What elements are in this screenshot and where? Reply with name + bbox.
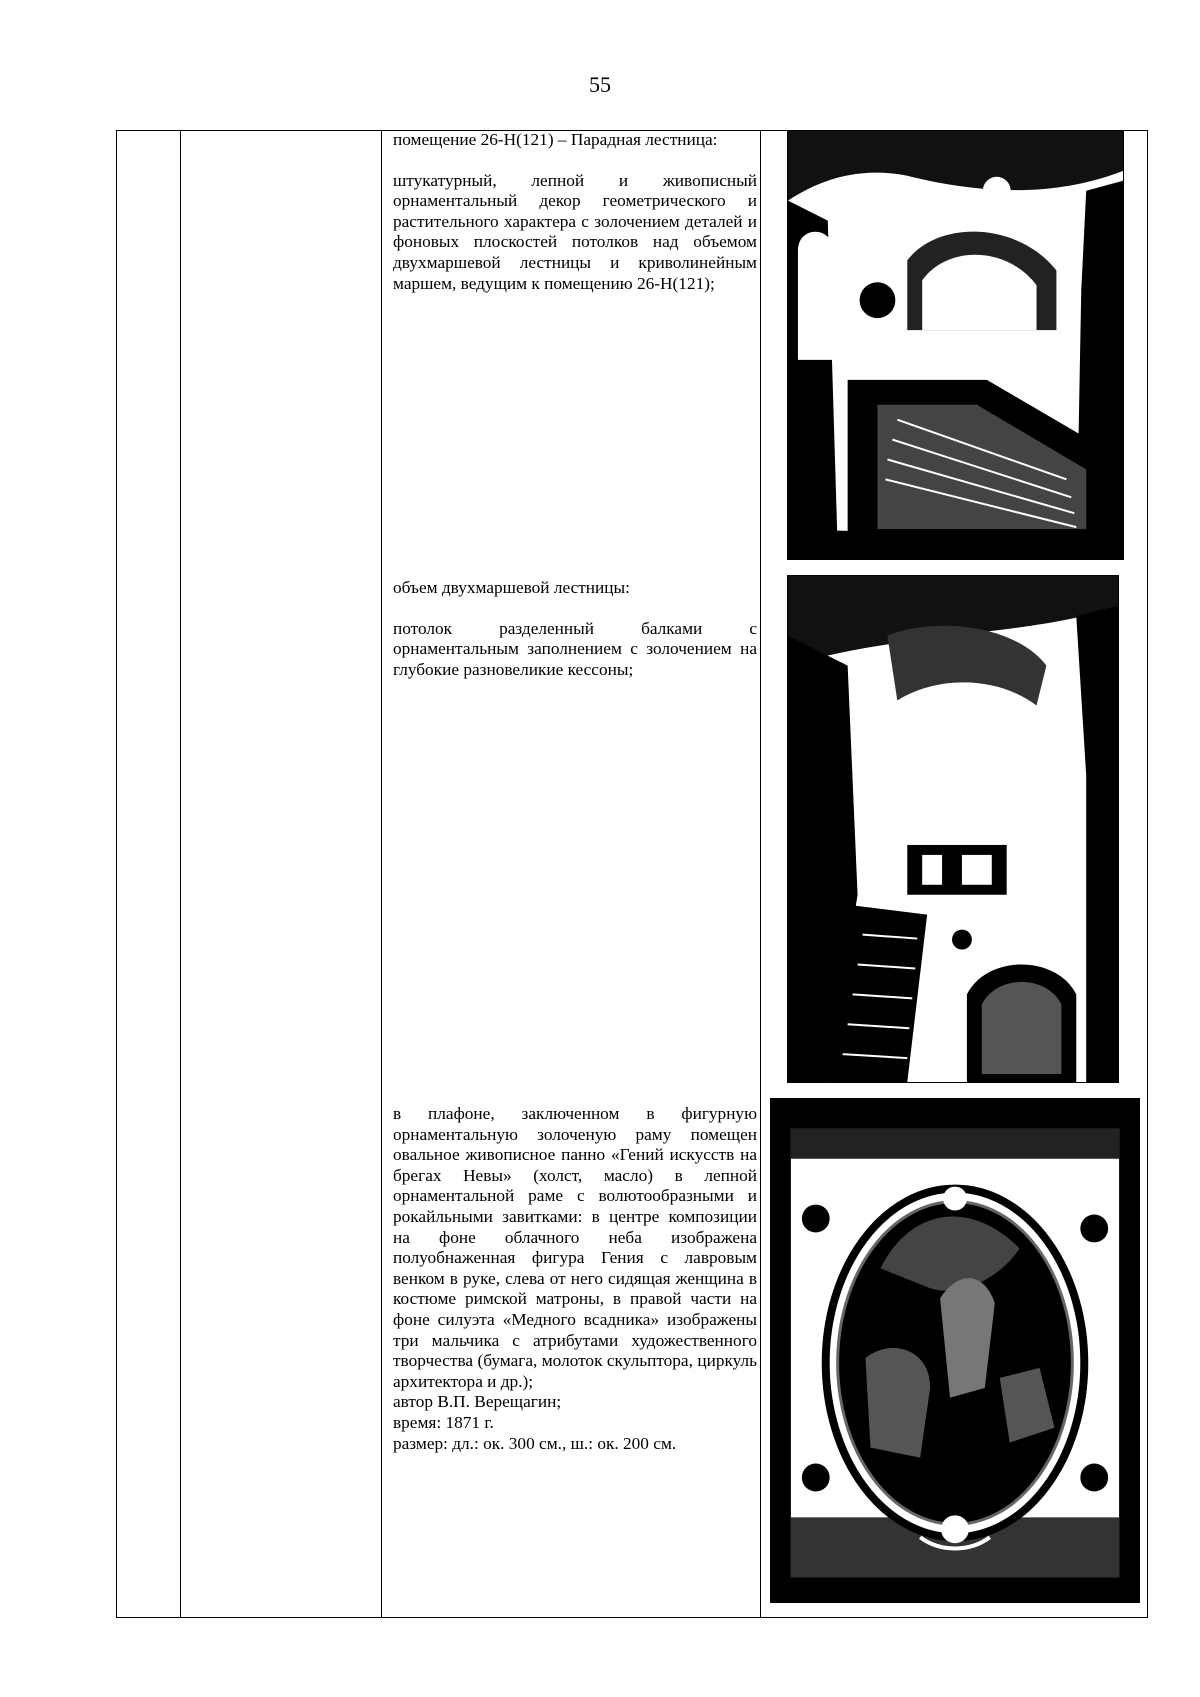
section-body: потолок разделенный балками с орнаментальным заполнением с золочением на глубокие разновеликие кессоны; bbox=[393, 618, 757, 679]
section-two-flight-text bbox=[393, 578, 757, 680]
section-staircase-text bbox=[393, 130, 757, 294]
section-heading: объем двухмаршевой лестницы: bbox=[393, 578, 630, 597]
grand-staircase-photo bbox=[787, 130, 1124, 560]
column-divider-3 bbox=[760, 130, 761, 1618]
section-heading: помещение 26-Н(121) – Парадная лестница: bbox=[393, 130, 718, 149]
page-number: 55 bbox=[589, 72, 611, 97]
two-flight-staircase-photo bbox=[787, 575, 1119, 1083]
section-body: штукатурный, лепной и живописный орнаментальный декор геометрического и растительного характера с золочением деталей и фоновых плоскостей потолков над объемом двухмаршевой лестницы и криволинейным маршем, ведущим к помещению 26-Н(121); bbox=[393, 170, 757, 293]
column-divider-2 bbox=[381, 130, 382, 1618]
section-body: в плафоне, заключенном в фигурную орнаментальную золоченую раму помещен овальное живописное панно «Гений искусств на брегах Невы» (холст, масло) в лепной орнаментальной раме с волютообразными и рокайльными завитками: в центре композиции на фоне облачного неба изображена полуобнаженная фигура Гения с лавровым венком в руке, слева от него сидящая женщина в костюме римской матроны, в правой части на фоне силуэта «Медного всадника» изображены три мальчика с атрибутами художественного творчества (бумага, молоток скульптора, циркуль архитектора и др.); bbox=[393, 1104, 757, 1391]
size-line: размер: дл.: ок. 300 см., ш.: ок. 200 см. bbox=[393, 1433, 677, 1453]
time-line: время: 1871 г. bbox=[393, 1412, 494, 1432]
ceiling-plafond-photo bbox=[770, 1098, 1140, 1603]
column-divider-1 bbox=[180, 130, 181, 1618]
author-line: автор В.П. Верещагин; bbox=[393, 1392, 562, 1412]
section-plafond-text bbox=[393, 1104, 757, 1454]
